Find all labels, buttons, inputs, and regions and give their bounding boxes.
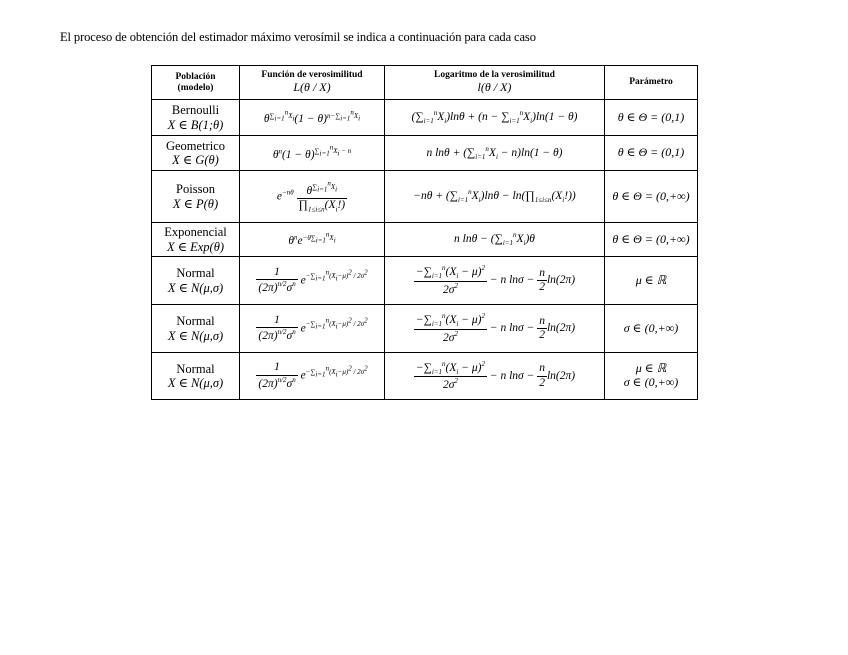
population-cell: Normal X ∈ N(μ,σ) [152,353,240,400]
population-cell: Geometrico X ∈ G(θ) [152,136,240,171]
log-likelihood-formula: n $\ln\theta + (\sum_{i=1}^nX_i - n)\ln(1 - \theta)$ [385,136,605,171]
parameter-cell: θ ∈ Θ = (0,+∞) [605,223,698,257]
header-parameter: Parámetro [605,66,698,100]
population-cell: Bernoulli X ∈ B(1;θ) [152,100,240,136]
parameter-cell: θ ∈ Θ = (0,1) [605,136,698,171]
likelihood-formula: $\frac{1}{(2\pi)^{n/2}\sigma^n}$ $e^{-\sum_{i=1}^n(X_i-\mu)^2 / 2\sigma^2}$ [240,257,385,305]
population-cell: Poisson X ∈ P(θ) [152,171,240,223]
log-likelihood-formula: $\frac{-\sum_{i=1}^n(X_i - \mu)^2}{2\sigma^2}$ − n lnσ − $\frac{n}{2}$ ln(2π) [385,305,605,353]
mle-table [151,65,698,400]
likelihood-formula: $\frac{1}{(2\pi)^{n/2}\sigma^n}$ $e^{-\sum_{i=1}^n(X_i-\mu)^2 / 2\sigma^2}$ [240,305,385,353]
log-likelihood-formula: $\frac{-\sum_{i=1}^n(X_i - \mu)^2}{2\sigma^2}$ − n lnσ − $\frac{n}{2}$ ln(2π) [385,257,605,305]
population-cell: Exponencial X ∈ Exp(θ) [152,223,240,257]
log-likelihood-formula: n $\ln\theta - (\sum_{i=1}^nX_i)\theta$ [385,223,605,257]
log-likelihood-formula: $-n\theta + (\sum_{i=1}^nX_i)\ln\theta$ − $\ln(\prod_{1\le i\le n}(X_i!))$ [385,171,605,223]
header-population: Población (modelo) [152,66,240,100]
intro-text: El proceso de obtención del estimador máximo verosímil se indica a continuación para cada caso [60,30,536,44]
table-row [152,305,698,353]
likelihood-formula: $\theta^{\sum_{i=1}^nX_i}(1 - \theta)^{n-\sum_{i=1}^nX_i}$ [240,100,385,136]
parameter-cell: θ ∈ Θ = (0,1) [605,100,698,136]
log-likelihood-formula: $\frac{-\sum_{i=1}^n(X_i - \mu)^2}{2\sigma^2}$ − n lnσ − $\frac{n}{2}$ ln(2π) [385,353,605,400]
log-likelihood-formula: $(\sum_{i=1}^nX_i)\ln\theta + (n - \sum_{i=1}^nX_i)\ln(1 - \theta)$ [385,100,605,136]
table-row [152,100,698,136]
table-row [152,171,698,223]
header-likelihood: Función de verosimilitud L(θ / X) [240,66,385,100]
population-cell: Normal X ∈ N(μ,σ) [152,305,240,353]
table-row [152,257,698,305]
table-row [152,223,698,257]
parameter-cell: μ ∈ ℝ [605,257,698,305]
table-row [152,136,698,171]
population-cell: Normal X ∈ N(μ,σ) [152,257,240,305]
parameter-cell: μ ∈ ℝ σ ∈ (0,+∞) [605,353,698,400]
table-row [152,353,698,400]
likelihood-formula: $\theta^n(1 - \theta)^{\sum_{i=1}^nX_i - n}$ [240,136,385,171]
parameter-cell: θ ∈ Θ = (0,+∞) [605,171,698,223]
likelihood-formula: $\theta^ne^{-\theta\sum_{i=1}^nX_i}$ [240,223,385,257]
header-log-likelihood: Logaritmo de la verosimilitud l(θ / X) [385,66,605,100]
table-header-row [152,66,698,100]
likelihood-formula: $\frac{1}{(2\pi)^{n/2}\sigma^n}$ $e^{-\sum_{i=1}^n(X_i-\mu)^2 / 2\sigma^2}$ [240,353,385,400]
likelihood-formula: $e^{-n\theta}$ $\frac{\theta^{\sum_{i=1}^nX_i}}{\prod_{1\le i\le n}(X_i!)}$ [240,171,385,223]
parameter-cell: σ ∈ (0,+∞) [605,305,698,353]
